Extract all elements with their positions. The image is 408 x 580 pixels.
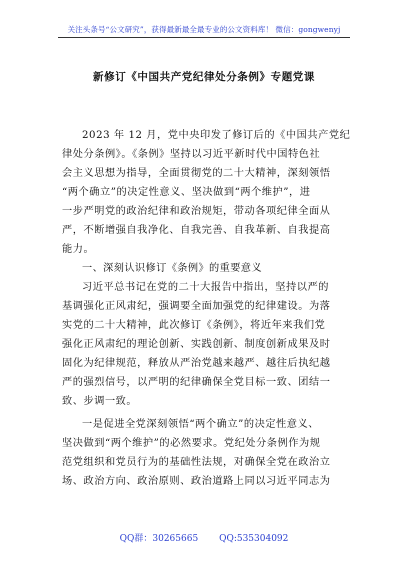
paragraph-line: 基调强化正风肃纪，强调要全面加强党的纪律建设。为落 [62, 301, 331, 312]
paragraph-line: 严，不断增强自我净化、自我完善、自我革新、自我提高 [62, 225, 331, 236]
footer-contact [0, 531, 408, 544]
paragraph-line: 习近平总书记在党的二十大报告中指出，坚持以严的 [82, 282, 329, 293]
paragraph-line: 强化正风肃纪的理论创新、实践创新、制度创新成果及时 [62, 339, 331, 350]
footer-qq-group: QQ群：30265665 [119, 534, 199, 544]
footer-qq-number: QQ:535304092 [219, 534, 289, 544]
paragraph-line: 固化为纪律规范，释放从严治党越来越严、越往后执纪越 [62, 358, 331, 369]
paragraph-line: 致、步调一致。 [62, 396, 138, 407]
paragraph-line: 2023 年 12 月，党中央印发了修订后的《中国共产党纪 [82, 130, 351, 141]
paragraph-line: 实党的二十大精神，此次修订《条例》，将近年来我们党 [62, 320, 326, 331]
paragraph-line: 范党组织和党员行为的基础性法规，对确保全党在政治立 [62, 457, 331, 468]
page-title: 新修订《中国共产党纪律处分条例》专题党课 [93, 71, 315, 83]
section-heading: 一、深刻认识修订《条例》的重要意义 [82, 263, 262, 274]
paragraph-line: “两个确立”的决定性意义、坚决做到“两个维护”，进 [62, 187, 311, 198]
paragraph-line: 会主义思想为指导，全面贯彻党的二十大精神，深刻领悟 [62, 168, 331, 179]
paragraph-line: 场、政治方向、政治原则、政治道路上同以习近平同志为 [62, 476, 331, 487]
paragraph-line: 一是促进全党深刻领悟“两个确立”的决定性意义、 [82, 419, 320, 430]
paragraph-line: 一步严明党的政治纪律和政治规矩，带动各项纪律全面从 [62, 206, 331, 217]
document-body [62, 126, 352, 491]
paragraph-line: 能力。 [62, 244, 95, 255]
paragraph-line: 坚决做到“两个维护”的必然要求。党纪处分条例作为规 [62, 438, 321, 449]
header-divider [58, 37, 350, 38]
header-banner: 关注头条号“公文研究”，获得最新最全最专业的公文资料库！ 微信：gongwenyj [67, 25, 341, 34]
paragraph-line: 严的强烈信号，以严明的纪律确保全党目标一致、团结一 [62, 377, 331, 388]
paragraph-line: 律处分条例》。《条例》坚持以习近平新时代中国特色社 [62, 149, 321, 160]
